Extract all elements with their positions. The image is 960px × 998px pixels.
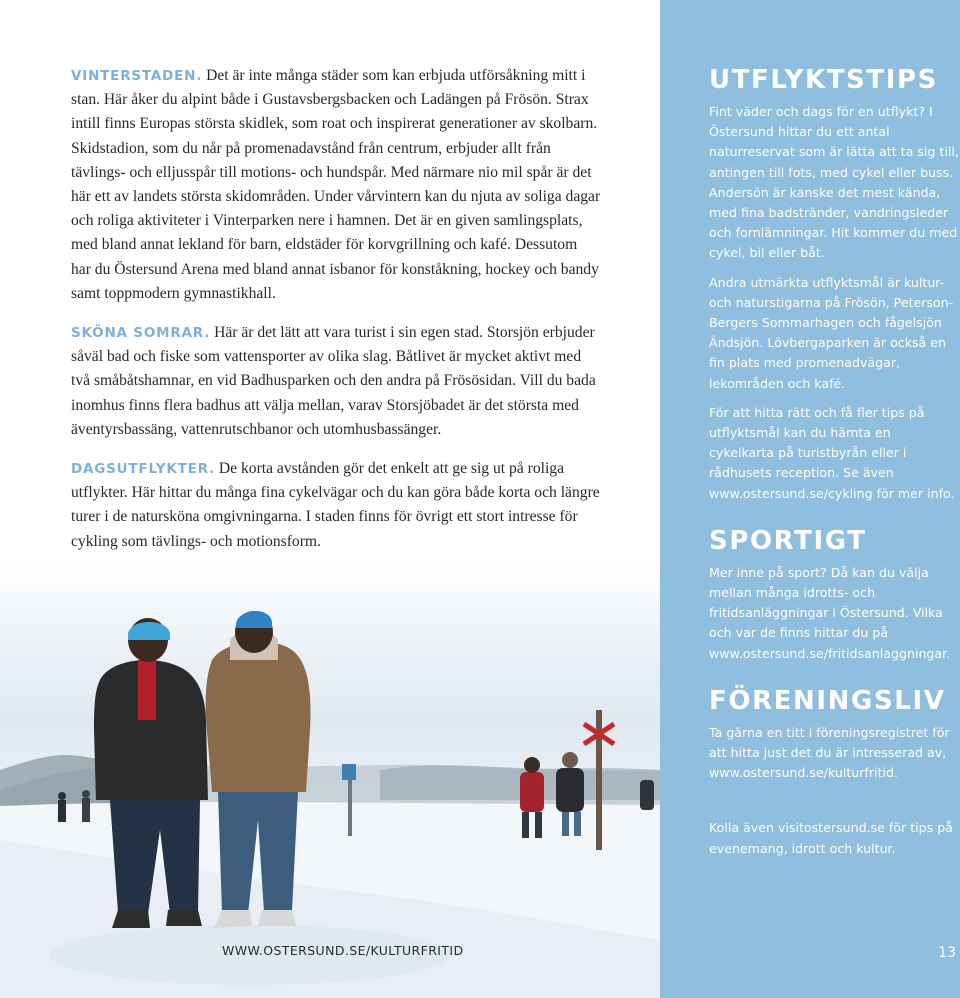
text-skona-somrar: Här är det lätt att vara turist i sin egen stad. Storsjön erbjuder såväl bad och fiske som vattensporter av olika slag. Båtlivet är mycket aktivt med två småbåtshamnar, en vid Badhusparken och den andra på Frösösidan. Vill du bada inomhus finns flera badhus att välja mellan, varav Storsjöbadet är det största med äventyrsbassäng, vattenrutschbanor och utomhusbassänger. xyxy=(71,324,596,438)
text-vinterstaden: Det är inte många städer som kan erbjuda utförsåkning mitt i stan. Här åker du alpint både i Gustavsbergsbacken och Ladängen på Frösön. Strax intill finns Europas största skidlek, som roat och inspirerat generationer av skolbarn. Skidstadion, som du når på promenadavstånd från centrum, erbjuder allt från tävlings- och elljusspår till motions- och hundspår. Med närmare nio mil spår är det här ett av landets största skidområden. Under vårvintern kan du njuta av soliga dagar och roliga aktiviteter i Vinterparken nere i hamnen. Det är en given samlingsplats, med bland annat lekland för barn, eldstäder för korvgrillning och kafé. Dessutom har du Östersund Arena med bland annat isbanor för konståkning, hockey och bandy samt toppmodern gymnastikhall. xyxy=(71,67,601,302)
paragraph-skona-somrar xyxy=(71,321,601,442)
utflyktstips-p3: För att hitta rätt och få fler tips på utflyktsmål kan du hämta en cykelkarta på turistbyrån eller i rådhusets reception. Se även www.ostersund.se/cykling för mer info. xyxy=(709,404,955,501)
lead-vinterstaden: VINTERSTADEN. xyxy=(71,68,203,84)
closing-note: Kolla även visitostersund.se för tips på evenemang, idrott och kultur. xyxy=(709,820,953,856)
lead-dagsutflykter: DAGSUTFLYKTER. xyxy=(71,461,215,478)
utflyktstips-p2: Andra utmärkta utflyktsmål är kultur- och naturstigarna på Frösön, Peterson-Bergers Sommarhagen och fågelsjön Ändsjön. Lövbergaparken är också en fin plats med promenadvägar, lekområden och kafé. xyxy=(709,274,954,391)
footer-url[interactable]: WWW.OSTERSUND.SE/KULTURFRITID xyxy=(222,943,464,958)
foreningsliv-p1: Ta gärna en titt i föreningsregistret för att hitta just det du är intresserad av, www.ostersund.se/kulturfritid. xyxy=(709,724,950,781)
heading-foreningsliv: FÖRENINGSLIV xyxy=(709,685,946,716)
heading-sportigt: SPORTIGT xyxy=(709,525,867,556)
paragraph-vinterstaden xyxy=(71,64,601,306)
article-body xyxy=(71,64,601,569)
utflyktstips-p1: Fint väder och dags för en utflykt? I Östersund hittar du ett antal naturreservat som är lätta att ta sig till, antingen till fots, med cykel eller buss. Andersön är kanske det mest kända, med fina badstränder, vandringsleder och fornlämningar. Hit kommer du med cykel, bil eller båt. xyxy=(709,104,959,261)
lead-skona-somrar: SKÖNA SOMRAR. xyxy=(71,325,211,342)
paragraph-dagsutflykter xyxy=(71,457,601,554)
sportigt-p1: Mer inne på sport? Då kan du välja mellan många idrotts- och fritidsanläggningar i Östersund. Vilka och var de finns hittar du på www.ostersund.se/fritidsanlaggningar. xyxy=(709,564,951,661)
heading-utflyktstips: UTFLYKTSTIPS xyxy=(709,65,938,95)
text-dagsutflykter: De korta avstånden gör det enkelt att ge sig ut på roliga utflykter. Här hittar du många fina cykelvägar och du kan göra både korta och längre turer i de natursköna omgivningarna. I staden finns för övrigt ett stort intresse för cykling som tävlings- och motionsform. xyxy=(71,460,600,550)
page-number: 13 xyxy=(938,945,956,961)
sidebar-tips xyxy=(660,0,960,998)
